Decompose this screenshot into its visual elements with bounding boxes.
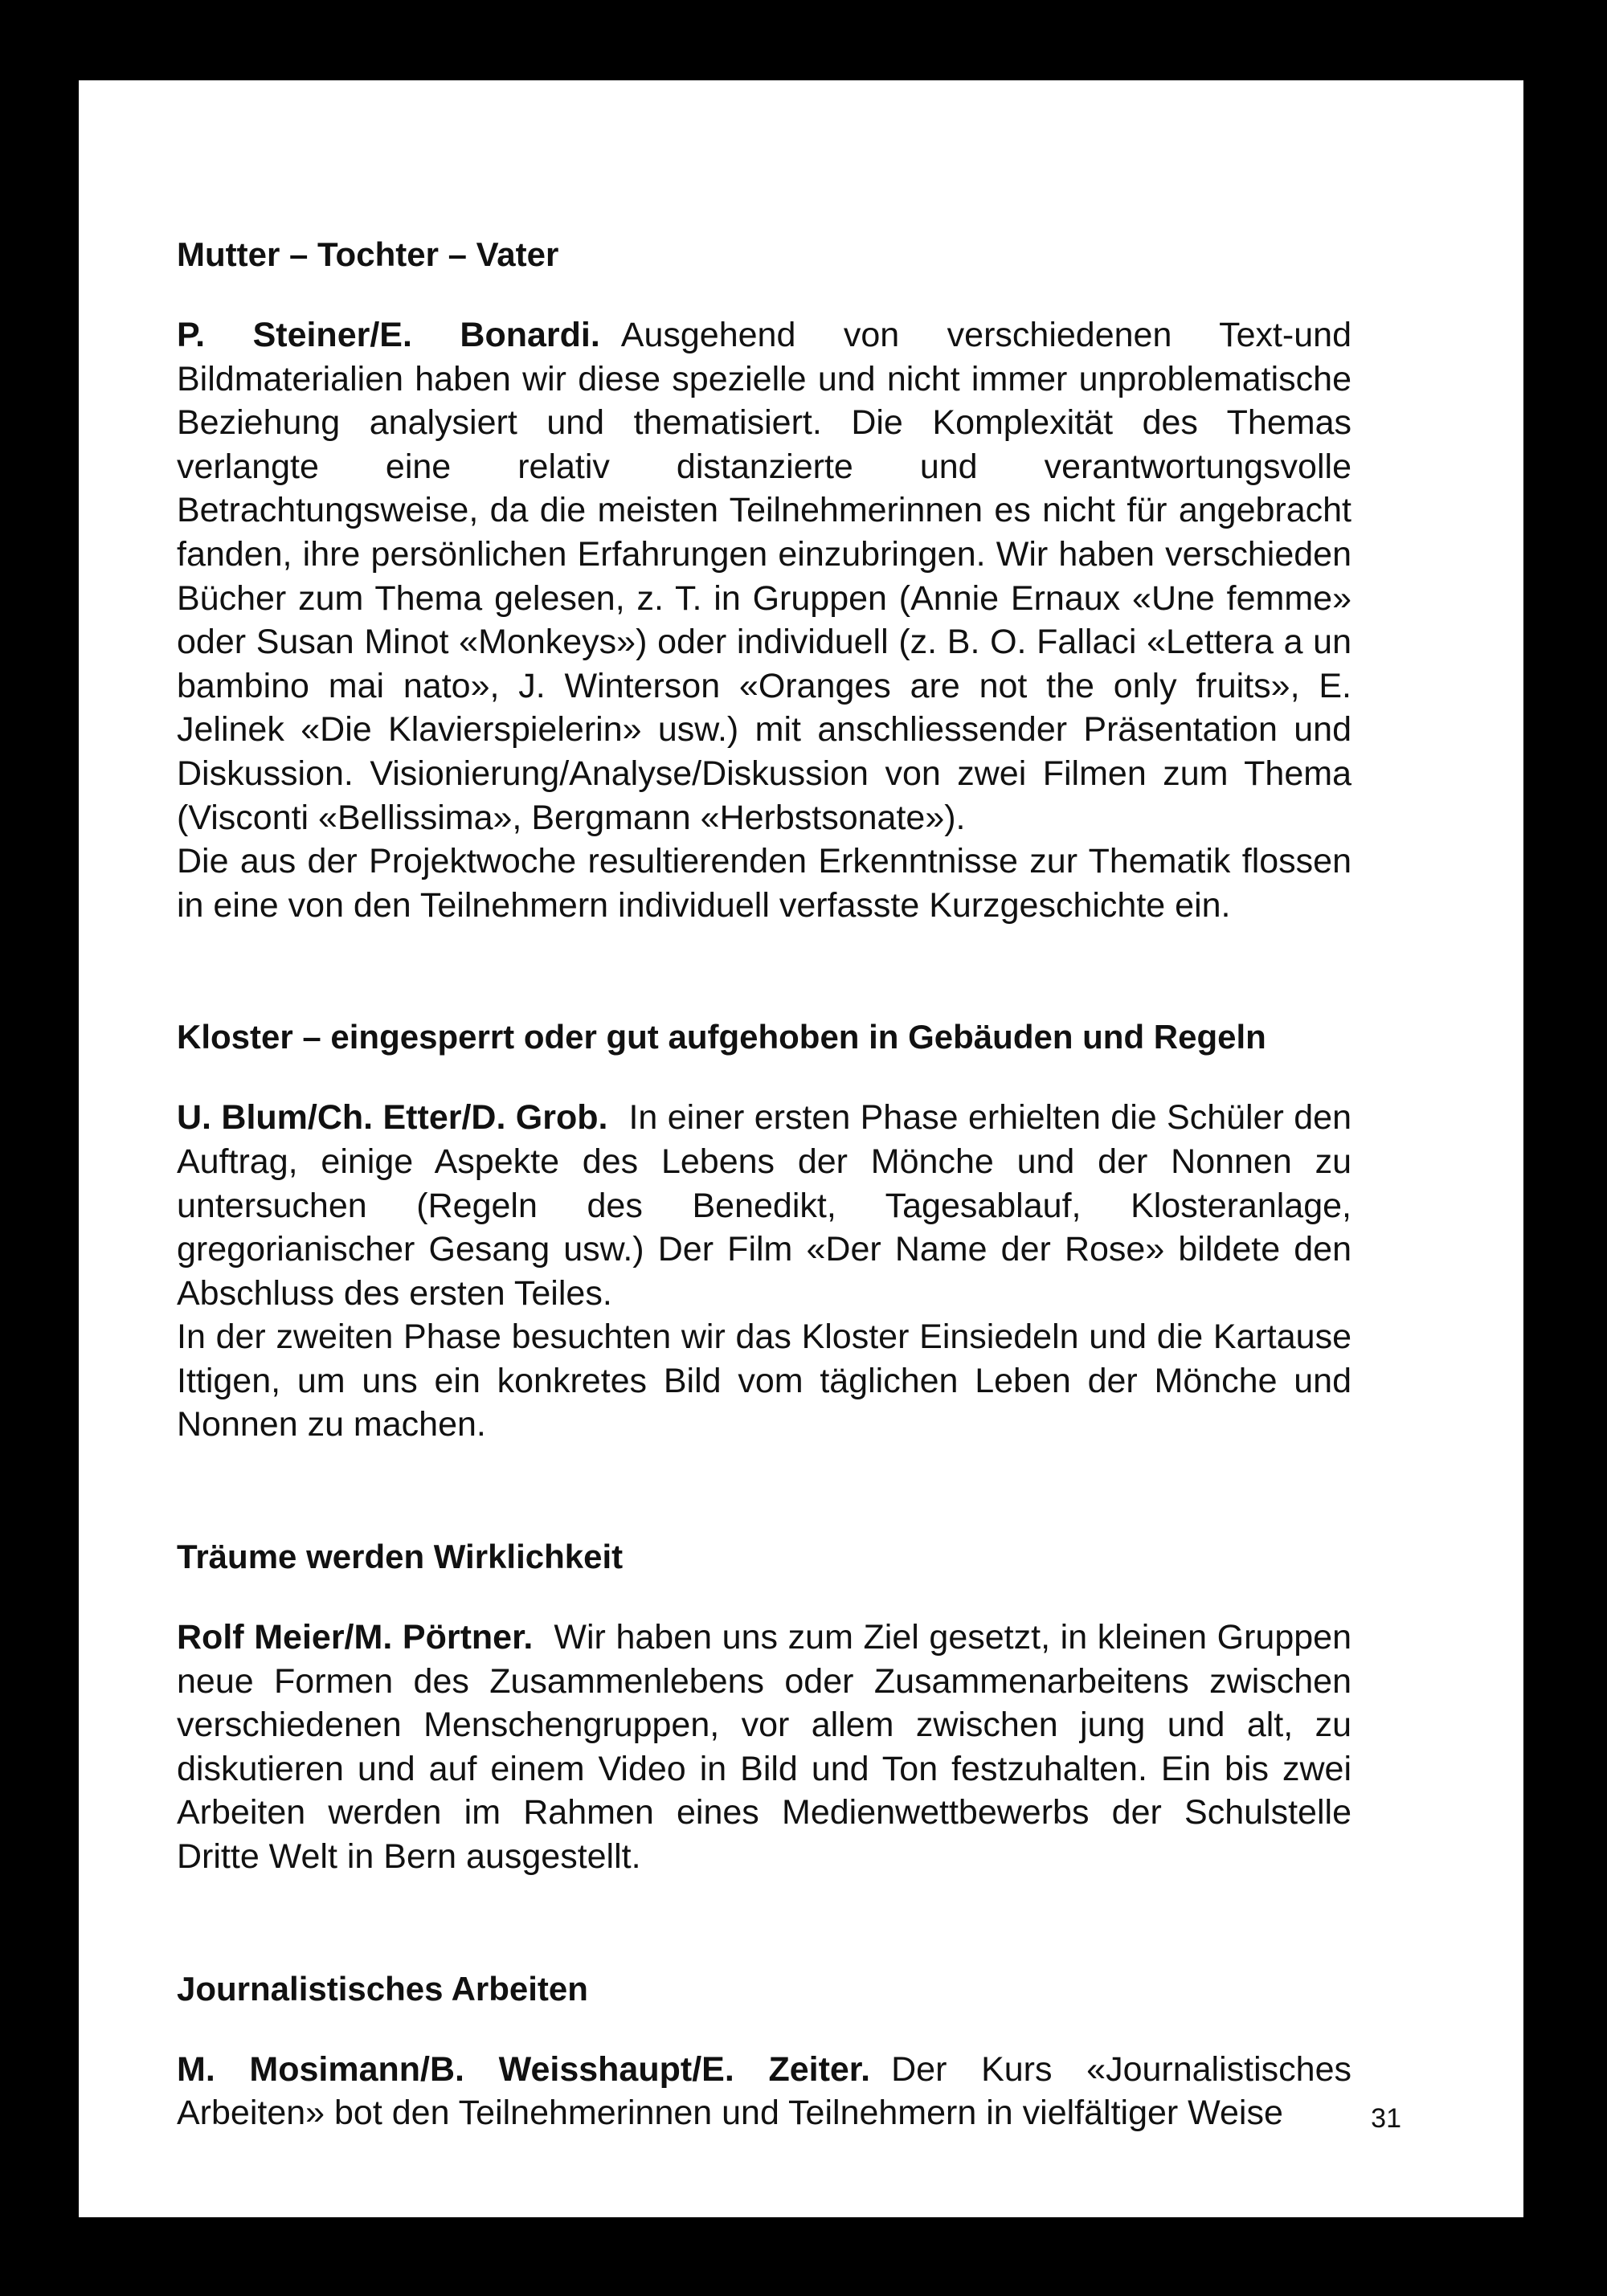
page-number: 31: [1371, 2103, 1401, 2134]
section-paragraph-2: Die aus der Projektwoche resultierenden Erkenntnisse zur Thematik flossen in eine von den Teilnehmern individuell verfasste Kurzgeschichte ein.: [177, 842, 1351, 925]
section-title: Träume werden Wirklichkeit: [177, 1538, 624, 1576]
document-page: [79, 80, 1523, 2217]
section-kloster: [177, 1015, 1351, 1447]
section-paragraph: [177, 313, 1351, 840]
section-text: Wir haben uns zum Ziel gesetzt, in kleinen Gruppen neue Formen des Zusammenlebens oder Zusammenarbeitens zwischen verschiedenen Menschengruppen, vor allem zwischen jung und alt, zu diskutieren und auf einem Video in Bild und Ton festzuhalten. Ein bis zwei Arbeiten werden im Rahmen eines Medienwettbewerbs der Schulstelle Dritte Welt in Bern ausgestellt.: [177, 1618, 1351, 1877]
section-authors: M. Mosimann/B. Weisshaupt/E. Zeiter.: [177, 2049, 871, 2089]
page-content: [177, 233, 1351, 2135]
section-paragraph-2: In der zweiten Phase besuchten wir das Kloster Einsiedeln und die Kartause Ittigen, um uns ein konkretes Bild vom täglichen Leben der Mönche und Nonnen zu machen.: [177, 1318, 1351, 1444]
section-title: Mutter – Tochter – Vater: [177, 235, 559, 273]
section-text: Ausgehend von verschiedenen Text-und Bildmaterialien haben wir diese spezielle und nicht immer unproblematische Beziehung analysiert und thematisiert. Die Komplexität des Themas verlangte eine relativ distanzierte und verantwortungsvolle Betrachtungsweise, da die meisten Teilnehmerinnen es nicht für angebracht fanden, ihre persönlichen Erfahrungen einzubringen. Wir haben verschieden Bücher zum Thema gelesen, z. T. in Gruppen (Annie Ernaux «Une femme» oder Susan Minot «Monkeys») oder individuell (z. B. O. Fallaci «Lettera a un bambino mai nato», J. Winterson «Oranges are not the only fruits», E. Jelinek «Die Klavierspielerin» usw.) mit anschliessender Präsentation und Diskussion. Visionierung/Analyse/Diskussion von zwei Filmen zum Thema (Visconti «Bellissima», Bergmann «Herbstsonate»).: [177, 316, 1351, 837]
section-title: Kloster – eingesperrt oder gut aufgehoben in Gebäuden und Regeln: [177, 1018, 1266, 1056]
section-authors: Rolf Meier/M. Pörtner.: [177, 1618, 534, 1657]
section-journalistisches-arbeiten: [177, 1967, 1351, 2135]
section-text: In einer ersten Phase erhielten die Schüler den Auftrag, einige Aspekte des Lebens der Mönche und der Nonnen zu untersuchen (Regeln des Benedikt, Tagesablauf, Klosteranlage, gregorianischer Gesang usw.) Der Film «Der Name der Rose» bildete den Abschluss des ersten Teiles.: [177, 1098, 1351, 1313]
section-authors: P. Steiner/E. Bonardi.: [177, 316, 600, 354]
section-paragraph: [177, 1616, 1351, 1879]
section-text: Der Kurs «Journalistisches Arbeiten» bot den Teilnehmerinnen und Teilnehmern in vielfältiger Weise: [177, 2049, 1351, 2133]
section-paragraph: [177, 2048, 1351, 2135]
section-paragraph: [177, 1096, 1351, 1315]
section-authors: U. Blum/Ch. Etter/D. Grob.: [177, 1098, 608, 1138]
section-title: Journalistisches Arbeiten: [177, 1969, 588, 2008]
section-traeume: [177, 1535, 1351, 1879]
section-mutter-tochter-vater: [177, 233, 1351, 927]
